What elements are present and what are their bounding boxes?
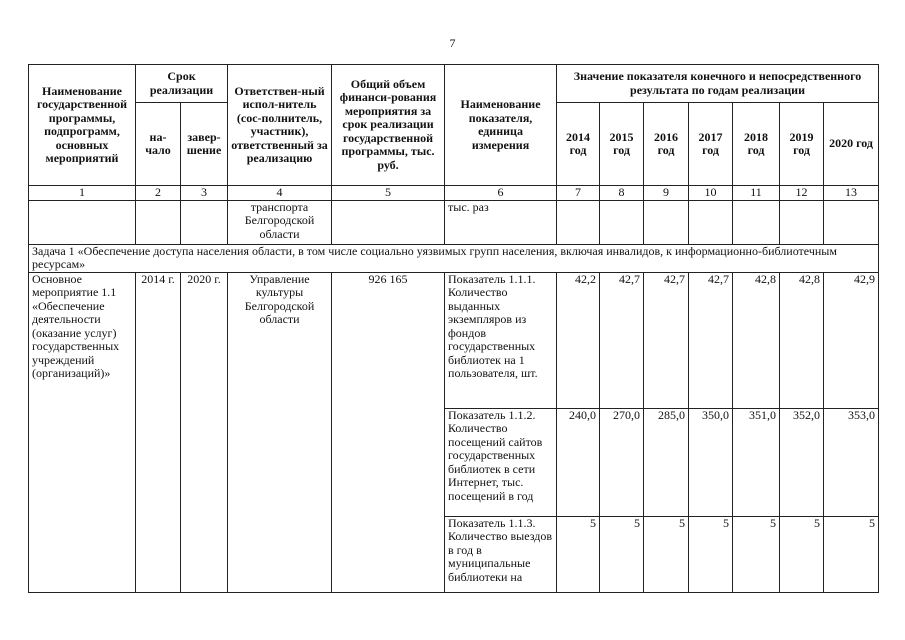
indicator-value: 352,0: [780, 408, 824, 516]
column-number: 12: [780, 186, 824, 201]
column-number: 13: [824, 186, 879, 201]
header-row-1: [29, 65, 879, 103]
column-number: 6: [445, 186, 557, 201]
indicator-value: 5: [600, 516, 644, 592]
column-number: 1: [29, 186, 136, 201]
column-number: 9: [644, 186, 689, 201]
column-number: 11: [733, 186, 780, 201]
indicator-value: 42,7: [689, 272, 733, 408]
page-number: 7: [449, 36, 456, 50]
header-program-name: Наименование государственной программы, подпрограмм, основных мероприятий: [29, 65, 136, 186]
column-number: 10: [689, 186, 733, 201]
task-row: [29, 244, 879, 272]
indicator-value: 5: [780, 516, 824, 592]
indicator-name: Показатель 1.1.1. Количество выданных экземпляров из фондов государственных библиотек на 1 пользователя, шт.: [445, 272, 557, 408]
header-indicator-name: Наименование показателя, единица измерения: [445, 65, 557, 186]
header-year: 2015 год: [600, 103, 644, 186]
indicator-name: Показатель 1.1.2. Количество посещений сайтов государственных библиотек в сети Интернет, тыс. посещений в год: [445, 408, 557, 516]
continuation-unit: тыс. раз: [445, 200, 557, 244]
header-executor: Ответствен-ный испол-нитель (сос-полнитель, участник), ответственный за реализацию: [228, 65, 332, 186]
column-number: 3: [181, 186, 228, 201]
column-numbers-row: [29, 186, 879, 201]
indicator-name: Показатель 1.1.3. Количество выездов в год в муниципальные библиотеки на: [445, 516, 557, 592]
header-values: Значение показателя конечного и непосредственного результата по годам реализации: [557, 65, 879, 103]
indicator-value: 351,0: [733, 408, 780, 516]
header-start: на-чало: [136, 103, 181, 186]
header-year: 2020 год: [824, 103, 879, 186]
column-number: 4: [228, 186, 332, 201]
indicator-value: 353,0: [824, 408, 879, 516]
header-financing: Общий объем финанси-рования мероприятия за срок реализации государственной программы, тыс. руб.: [332, 65, 445, 186]
column-number: 2: [136, 186, 181, 201]
indicator-value: 5: [733, 516, 780, 592]
header-year: 2017 год: [689, 103, 733, 186]
indicator-row: [29, 272, 879, 408]
indicator-value: 5: [824, 516, 879, 592]
indicator-value: 5: [689, 516, 733, 592]
header-year: 2014 год: [557, 103, 600, 186]
indicator-value: 270,0: [600, 408, 644, 516]
header-end: завер-шение: [181, 103, 228, 186]
measure-name: Основное мероприятие 1.1 «Обеспечение деятельности (оказание услуг) государственных учреждений (организаций)»: [29, 272, 136, 592]
indicator-value: 42,7: [644, 272, 689, 408]
indicator-value: 42,2: [557, 272, 600, 408]
indicator-value: 42,8: [733, 272, 780, 408]
measure-end: 2020 г.: [181, 272, 228, 592]
program-table: [28, 64, 879, 593]
column-number: 7: [557, 186, 600, 201]
indicator-value: 240,0: [557, 408, 600, 516]
indicator-value: 5: [644, 516, 689, 592]
indicator-value: 285,0: [644, 408, 689, 516]
indicator-value: 350,0: [689, 408, 733, 516]
header-year: 2016 год: [644, 103, 689, 186]
indicator-value: 42,9: [824, 272, 879, 408]
continuation-row: [29, 200, 879, 244]
indicator-value: 42,7: [600, 272, 644, 408]
column-number: 8: [600, 186, 644, 201]
measure-start: 2014 г.: [136, 272, 181, 592]
indicator-value: 5: [557, 516, 600, 592]
header-year: 2019 год: [780, 103, 824, 186]
indicator-value: 42,8: [780, 272, 824, 408]
column-number: 5: [332, 186, 445, 201]
measure-executor: Управление культуры Белгородской области: [228, 272, 332, 592]
measure-amount: 926 165: [332, 272, 445, 592]
continuation-executor: транспорта Белгородской области: [228, 200, 332, 244]
task-title: Задача 1 «Обеспечение доступа населения области, в том числе социально уязвимых групп населения, включая инвалидов, к информационно-библиотечным ресурсам»: [29, 244, 879, 272]
header-term: Срок реализации: [136, 65, 228, 103]
header-year: 2018 год: [733, 103, 780, 186]
